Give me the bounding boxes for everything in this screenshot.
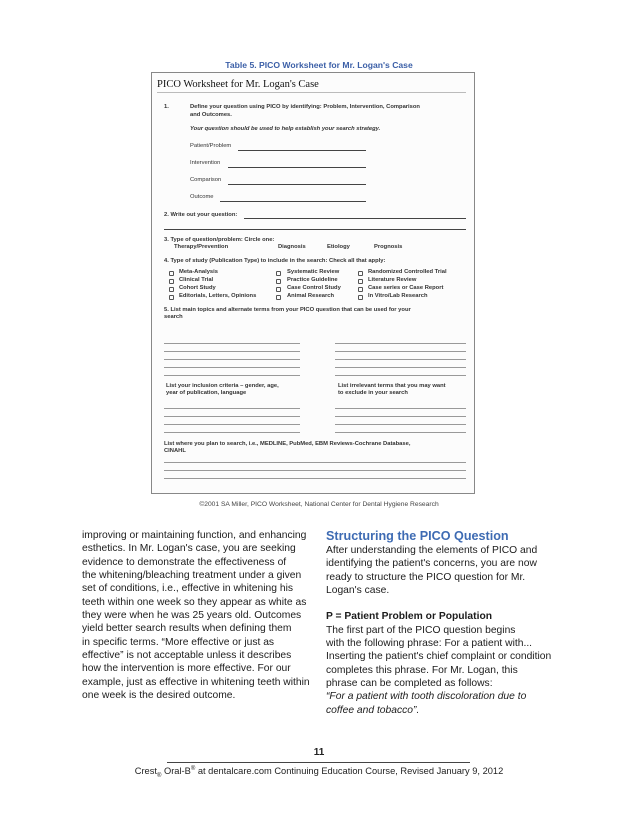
q3-option-etiology: Etiology: [327, 244, 350, 250]
field-outcome-line: [220, 201, 366, 202]
irrelevant-line: [335, 408, 466, 409]
body-line: Inserting the patient's chief complaint or condition: [326, 651, 552, 663]
inclusion-line2: year of publication, language: [166, 390, 247, 396]
footer-crest: Crest: [134, 766, 157, 777]
body-line: they were when he was 25 years old. Outcomes: [82, 610, 302, 622]
topics-line: [164, 359, 300, 360]
study-meta-analysis: Meta-Analysis: [179, 269, 218, 275]
study-cohort: Cohort Study: [179, 285, 216, 291]
study-rct: Randomized Controlled Trial: [368, 269, 447, 275]
terms-line: [335, 375, 466, 376]
q2-label: 2. Write out your question:: [164, 212, 238, 218]
right-column: [326, 529, 560, 717]
irrelevant-line: [335, 432, 466, 433]
footer: [0, 766, 638, 779]
body-line: set of conditions, i.e., effective in whitening his: [82, 583, 294, 595]
body-line: example, just as effective in whitening teeth within: [82, 676, 310, 688]
irrelevant-line: [335, 424, 466, 425]
topics-line: [164, 343, 300, 344]
footer-crest-mark: ®: [156, 772, 162, 779]
field-comparison: Comparison: [190, 177, 222, 183]
study-editorials: Editorials, Letters, Opinions: [179, 293, 257, 299]
study-case-control: Case Control Study: [287, 285, 341, 291]
study-animal-research: Animal Research: [287, 293, 335, 299]
body-line: After understanding the elements of PICO and: [326, 545, 538, 556]
inclusion-line: [164, 432, 300, 433]
q1-line2: and Outcomes.: [190, 112, 232, 118]
q3-option-prognosis: Prognosis: [374, 244, 403, 250]
study-case-series: Case series or Case Report: [368, 285, 444, 291]
left-column: [82, 529, 317, 702]
search-line1: List where you plan to search, i.e., MEDLINE, PubMed, EBM Reviews-Cochrane Database,: [164, 441, 411, 447]
q2-line-2: [164, 229, 466, 230]
topics-line: [164, 375, 300, 376]
subheading: P = Patient Problem or Population: [326, 611, 493, 623]
checkbox-icon: [358, 295, 363, 300]
q3-option-diagnosis: Diagnosis: [278, 244, 306, 250]
checkbox-icon: [276, 287, 281, 292]
body-line: improving or maintaining function, and enhancing: [82, 530, 307, 541]
search-line: [164, 478, 466, 479]
body-line: one week is the desired outcome.: [82, 690, 236, 702]
q1-note: Your question should be used to help establish your search strategy.: [190, 126, 381, 132]
checkbox-icon: [169, 279, 174, 284]
topics-line: [164, 351, 300, 352]
study-practice-guideline: Practice Guideline: [287, 277, 338, 283]
section-heading: Structuring the PICO Question: [326, 529, 509, 543]
checkbox-icon: [276, 295, 281, 300]
field-intervention: Intervention: [190, 160, 221, 166]
quote-line: coffee and tobacco”.: [326, 704, 420, 716]
study-literature-review: Literature Review: [368, 277, 417, 283]
irrelevant-line2: to exclude in your search: [338, 390, 408, 396]
body-line: in specific terms. “More effective or just as: [82, 636, 275, 648]
body-line: how the intervention is more effective. For our: [82, 663, 291, 675]
body-line: esthetics. In Mr. Logan's case, you are seeking: [82, 543, 296, 555]
q1-number: 1.: [164, 104, 169, 110]
footer-oralb: Oral-B: [161, 766, 191, 777]
checkbox-icon: [169, 295, 174, 300]
inclusion-line: [164, 408, 300, 409]
search-line: [164, 462, 466, 463]
pico-worksheet-image: [151, 72, 475, 494]
checkbox-icon: [169, 271, 174, 276]
checkbox-icon: [276, 279, 281, 284]
checkbox-icon: [276, 271, 281, 276]
terms-line: [335, 351, 466, 352]
q1-line1: Define your question using PICO by identifying: Problem, Intervention, Comparison: [190, 104, 420, 110]
worksheet-title-rule: [157, 92, 466, 93]
study-systematic-review: Systematic Review: [287, 269, 340, 275]
checkbox-icon: [169, 287, 174, 292]
search-line: [164, 470, 466, 471]
inclusion-line: [164, 416, 300, 417]
terms-line: [335, 367, 466, 368]
inclusion-line: [164, 424, 300, 425]
checkbox-icon: [358, 279, 363, 284]
q4-label: 4. Type of study (Publication Type) to include in the search: Check all that apply:: [164, 258, 386, 264]
search-line2: CINAHL: [164, 448, 186, 454]
body-line: evidence to demonstrate the effectiveness of: [82, 556, 287, 568]
q2-line: [244, 218, 466, 219]
q5-line1: 5. List main topics and alternate terms from your PICO question that can be used for your: [164, 307, 411, 313]
terms-line: [335, 359, 466, 360]
q3-label: 3. Type of question/problem: Circle one:: [164, 237, 275, 243]
topics-line: [164, 367, 300, 368]
q5-line2: search: [164, 314, 183, 320]
inclusion-line1: List your inclusion criteria – gender, age,: [166, 383, 279, 389]
q3-option-therapy: Therapy/Prevention: [174, 244, 229, 250]
terms-line: [335, 343, 466, 344]
irrelevant-line: [335, 416, 466, 417]
field-comparison-line: [228, 184, 366, 185]
checkbox-icon: [358, 287, 363, 292]
body-line: identifying the patient's concerns, you are now: [326, 558, 537, 570]
study-in-vitro: In Vitro/Lab Research: [368, 293, 428, 299]
field-intervention-line: [228, 167, 366, 168]
table-caption: Table 5. PICO Worksheet for Mr. Logan's Case: [225, 60, 413, 70]
body-line: The first part of the PICO question begins: [326, 624, 516, 636]
checkbox-icon: [358, 271, 363, 276]
footer-rule: [167, 762, 470, 763]
footer-oralb-mark: ®: [190, 766, 196, 772]
page-number: 11: [313, 747, 325, 758]
body-line: with the following phrase: For a patient with...: [326, 638, 533, 650]
body-line: Logan's case.: [326, 585, 390, 597]
body-line: the whitening/bleaching treatment under a given: [82, 570, 302, 582]
field-patient: Patient/Problem: [190, 143, 232, 149]
quote-line: “For a patient with tooth discoloration due to: [326, 691, 527, 703]
study-clinical-trial: Clinical Trial: [179, 277, 214, 283]
worksheet-title: PICO Worksheet for Mr. Logan's Case: [157, 79, 319, 90]
irrelevant-line1: List irrelevant terms that you may want: [338, 383, 446, 389]
body-line: completes this phrase. For Mr. Logan, this: [326, 664, 518, 676]
body-line: effective” is not acceptable unless it describes: [82, 650, 292, 662]
field-patient-line: [238, 150, 366, 151]
body-line: phrase can be completed as follows:: [326, 678, 493, 690]
body-line: yield better search results when defining them: [82, 623, 292, 635]
footer-rest: at dentalcare.com Continuing Education Course, Revised January 9, 2012: [195, 766, 504, 777]
field-outcome: Outcome: [190, 194, 214, 200]
body-line: ready to structure the PICO question for Mr.: [326, 571, 526, 583]
worksheet-credit: ©2001 SA Miller, PICO Worksheet, National Center for Dental Hygiene Research: [199, 501, 439, 508]
body-line: teeth within one week so they appear as white as: [82, 596, 307, 608]
